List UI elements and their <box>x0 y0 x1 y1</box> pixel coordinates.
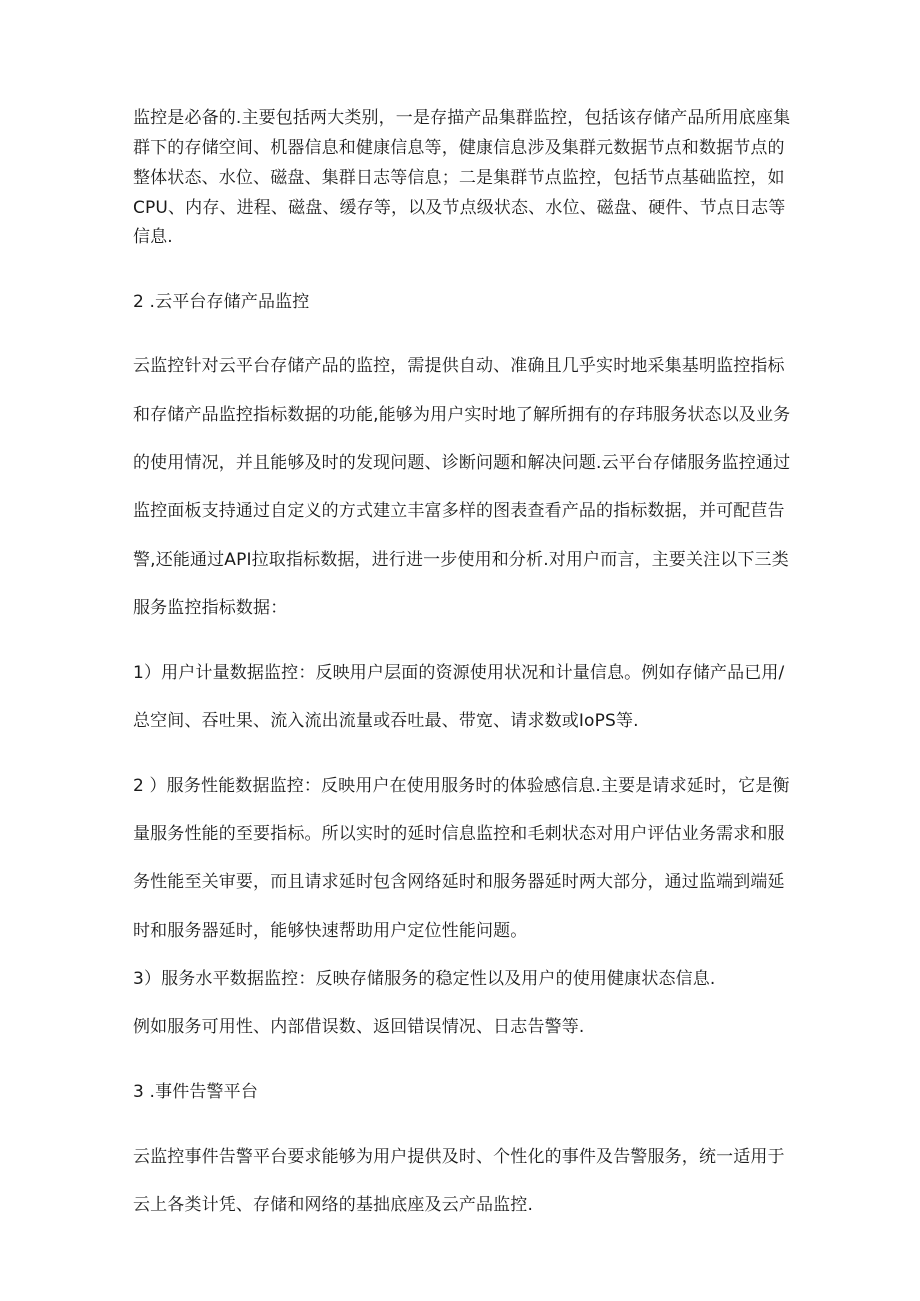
section-heading-3: 3 .事件告警平台 <box>133 1082 258 1102</box>
text-line-23: 云上各类计凭、存储和网络的基拙底座及云产品监控. <box>133 1195 534 1215</box>
text-line-2: 群下的存储空间、机器信息和健康信息等，健康信息涉及集群元数据节点和数据节点的 <box>133 138 785 158</box>
list-item-1-line-2: 总空间、吞吐果、流入流出流量或吞吐最、带宽、请求数或IoPS等. <box>133 711 639 731</box>
text-line-3: 整体状态、水位、磁盘、集群日志等信息；二是集群节点监控，包括节点基础监控，如 <box>133 168 785 188</box>
list-item-3-line-2: 例如服务可用性、内部借误数、返回错误情况、日志告警等. <box>133 1017 585 1037</box>
text-line-22: 云监控事件告警平台要求能够为用户提供及时、个性化的事件及告警服务，统一适用于 <box>133 1147 785 1167</box>
section-heading-2: 2 .云平台存储产品监控 <box>133 292 310 312</box>
text-line-12: 服务监控指标数据： <box>133 598 288 618</box>
list-item-2-line-2: 量服务性能的至要指标。所以实时的延时信息监控和毛刺状态对用户评估业务需求和服 <box>133 824 785 844</box>
list-item-2-line-4: 时和服务器延时，能够快速帮助用户定位性能问题。 <box>133 921 528 941</box>
text-line-5: 信息. <box>133 227 173 247</box>
text-line-7: 云监控针对云平台存储产品的监控，需提供自动、准确且几乎实时地采集基明监控指标 <box>133 356 785 376</box>
list-item-2-line-1: 2 ）服务性能数据监控：反映用户在使用服务时的体验感信息.主要是请求延时，它是衡 <box>133 776 790 796</box>
text-line-9: 的使用情况，并且能够及时的发现问题、诊断问题和解决问题.云平台存储服务监控通过 <box>133 453 791 473</box>
list-item-2-line-3: 务性能至关审要，而且请求延时包含网络延时和服务器延时两大部分，通过监端到端延 <box>133 872 785 892</box>
list-item-3-line-1: 3）服务水平数据监控：反映存储服务的稳定性以及用户的使用健康状态信息. <box>133 969 716 989</box>
text-line-10: 监控面板支持通过自定义的方式建立丰富多样的图表查看产品的指标数据，并可配苣告 <box>133 501 785 521</box>
text-line-1: 监控是必备的.主要包括两大类别，一是存描产品集群监控，包括该存储产品所用底座集 <box>133 108 791 128</box>
text-line-4: CPU、内存、进程、磁盘、缓存等，以及节点级状态、水位、磁盘、硬件、节点日志等 <box>133 198 786 218</box>
text-line-8: 和存储产品监控指标数据的功能,能够为用户实时地了解所拥有的存玮服务状态以及业务 <box>133 405 791 425</box>
text-line-11: 警,还能通过API拉取指标数据，进行进一步使用和分析.对用户而言，主要关注以下三类 <box>133 550 789 570</box>
list-item-1-line-1: 1）用户计量数据监控：反映用户层面的资源使用状况和计量信息。例如存储产品已用/ <box>133 663 785 683</box>
